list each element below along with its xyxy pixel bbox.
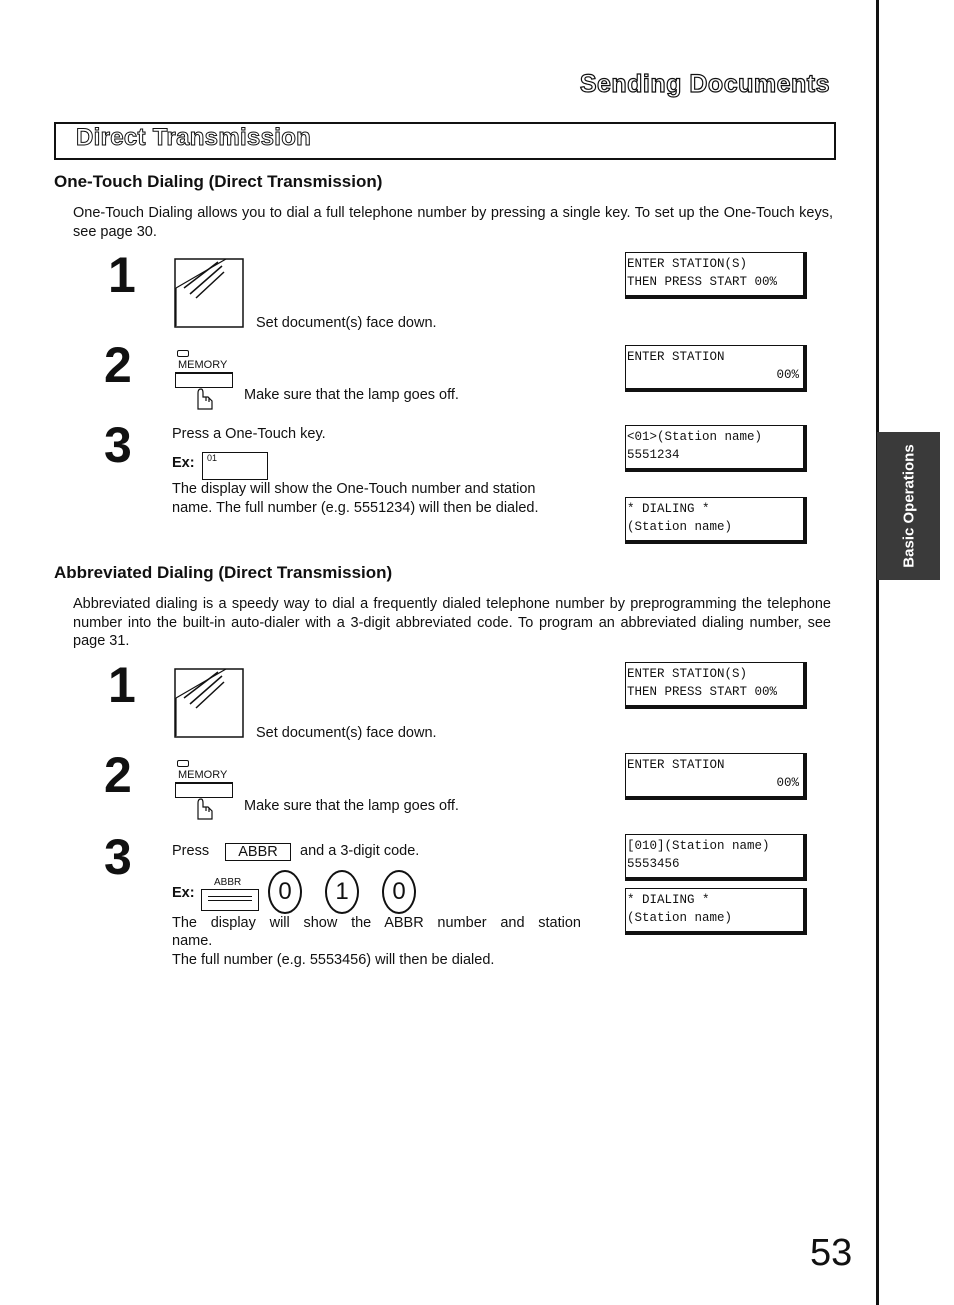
step-text: name. The full number (e.g. 5551234) will then be dialed. [172,500,539,516]
step-text: Make sure that the lamp goes off. [244,798,459,814]
lcd-line: 5553456 [627,857,680,871]
memory-key-label: MEMORY [178,359,228,371]
lamp-indicator-icon [177,760,189,767]
step-text: Make sure that the lamp goes off. [244,387,459,403]
step-number: 2 [104,337,132,393]
page-header-title: Sending Documents [579,70,830,98]
lcd-line: 00% [776,776,799,790]
lcd-line: * DIALING * [627,893,710,907]
abbreviated-intro: Abbreviated dialing is a speedy way to dial a frequently dialed telephone number by preprogramming the telephone number into the built-in auto-dialer with a 3-digit abbreviated code. To program an abbreviated dialing number, see page 31. [73,596,831,649]
lcd-line: ENTER STATION(S) [627,667,748,681]
one-touch-key-number: 01 [207,453,218,463]
lcd-line: * DIALING * [627,502,710,516]
page-edge-rule [876,0,879,1305]
abbr-key[interactable] [201,889,259,911]
step-number: 3 [104,417,132,473]
step-text: name. [172,933,213,949]
example-label: Ex: [172,455,195,471]
lcd-display [625,252,807,299]
document-face-down-icon [174,668,244,738]
one-touch-intro: One-Touch Dialing allows you to dial a full telephone number by pressing a single key. To set up the One-Touch keys, see page 30. [73,205,833,240]
step-text: and a 3-digit code. [300,843,420,859]
lcd-display [625,834,807,881]
digit-key[interactable]: 0 [268,870,302,914]
abbr-button[interactable]: ABBR [225,843,291,861]
lcd-line: 00% [776,368,799,382]
lcd-line: THEN PRESS START 00% [627,275,778,289]
lcd-line: ENTER STATION [627,758,725,772]
digit-key[interactable]: 1 [325,870,359,914]
finger-press-icon [190,797,216,826]
lcd-line: [010](Station name) [627,839,770,853]
step-text: The full number (e.g. 5553456) will then be dialed. [172,952,495,968]
step-text: Press a One-Touch key. [172,426,326,442]
lcd-line: (Station name) [627,911,733,925]
digit-key[interactable]: 0 [382,870,416,914]
step-text: Set document(s) face down. [256,315,437,331]
lcd-line: 5551234 [627,448,680,462]
step-number: 1 [108,657,136,713]
step-text: Press [172,843,210,859]
step-text: The display will show the One-Touch number and station [172,481,536,497]
lcd-display [625,425,807,472]
lcd-display [625,345,807,392]
lcd-display [625,753,807,800]
lcd-display [625,888,807,935]
step-number: 1 [108,247,136,303]
step-text: The display will show the ABBR number and station [172,915,581,931]
lcd-line: ENTER STATION(S) [627,257,748,271]
example-label: Ex: [172,885,195,901]
step-number: 3 [104,829,132,885]
step-text: Set document(s) face down. [256,725,437,741]
abbr-key-small-label: ABBR [214,877,242,888]
one-touch-heading: One-Touch Dialing (Direct Transmission) [54,172,383,191]
abbreviated-heading: Abbreviated Dialing (Direct Transmission) [54,563,393,582]
lcd-line: <01>(Station name) [627,430,763,444]
section-title: Direct Transmission [76,124,312,151]
step-number: 2 [104,747,132,803]
lcd-display [625,662,807,709]
page-number: 53 [810,1232,853,1274]
lamp-indicator-icon [177,350,189,357]
one-touch-key[interactable] [202,452,268,480]
memory-button[interactable] [175,372,233,388]
memory-button[interactable] [175,782,233,798]
side-tab [877,432,940,580]
lcd-line: ENTER STATION [627,350,725,364]
document-face-down-icon [174,258,244,328]
memory-key-label: MEMORY [178,769,228,781]
lcd-line: (Station name) [627,520,733,534]
lcd-line: THEN PRESS START 00% [627,685,778,699]
finger-press-icon [190,387,216,416]
lcd-display [625,497,807,544]
side-tab-label: Basic Operations [900,444,917,568]
